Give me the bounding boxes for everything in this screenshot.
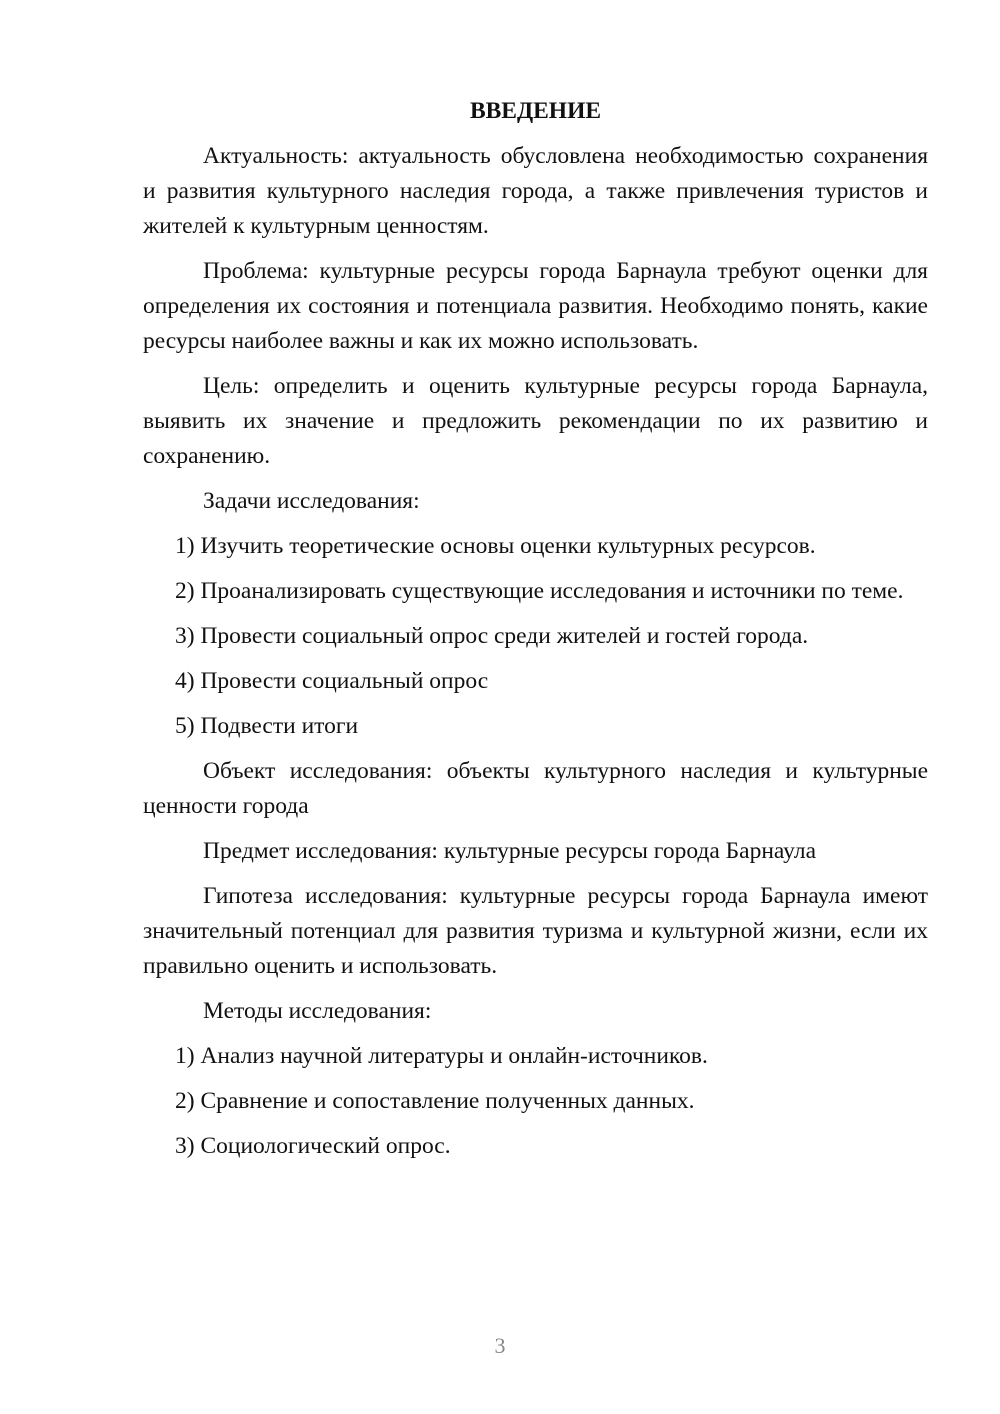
subject-paragraph: Предмет исследования: культурные ресурсы города Барнаула [203,838,817,864]
task-item: 2) Проанализировать существующие исследования и источники по теме. [175,578,904,604]
method-item: 1) Анализ научной литературы и онлайн-источников. [175,1043,708,1069]
methods-heading: Методы исследования: [203,998,432,1024]
goal-paragraph: Цель: определить и оценить культурные ресурсы города Барнаула, выявить их значение и предложить рекомендации по их развитию и сохранению. [143,373,928,469]
section-title: ВВЕДЕНИЕ [469,98,602,124]
problem-paragraph: Проблема: культурные ресурсы города Барнаула требуют оценки для определения их состояния и потенциала развития. Необходимо понять, какие ресурсы наиболее важны и как их можно использовать. [143,258,928,354]
method-item: 3) Социологический опрос. [175,1133,451,1159]
page-number: 3 [494,1333,506,1358]
object-paragraph: Объект исследования: объекты культурного наследия и культурные ценности города [143,758,928,819]
task-item: 3) Провести социальный опрос среди жителей и гостей города. [175,623,809,649]
document-body [143,94,928,1174]
relevance-paragraph: Актуальность: актуальность обусловлена необходимостью сохранения и развития культурного наследия города, а также привлечения туристов и жителей к культурным ценностям. [143,143,928,239]
task-item: 4) Провести социальный опрос [175,668,489,694]
task-item: 1) Изучить теоретические основы оценки культурных ресурсов. [175,533,816,559]
tasks-heading: Задачи исследования: [203,488,420,514]
method-item: 2) Сравнение и сопоставление полученных данных. [175,1088,695,1114]
hypothesis-paragraph: Гипотеза исследования: культурные ресурсы города Барнаула имеют значительный потенциал для развития туризма и культурной жизни, если их правильно оценить и использовать. [143,883,928,979]
task-item: 5) Подвести итоги [175,713,359,739]
